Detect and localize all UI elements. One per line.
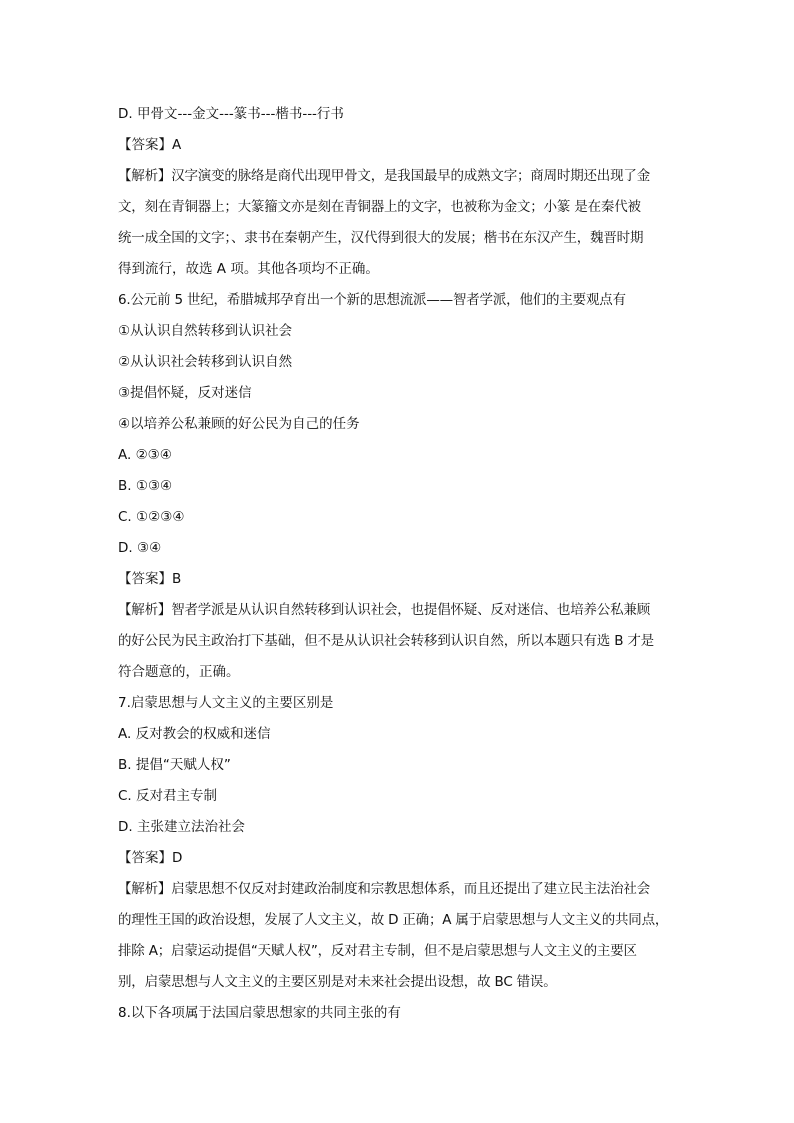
explanation-q6-line-2: 的好公民为民主政治打下基础，但不是从认识社会转移到认识自然，所以本题只有选 B 才是 (118, 633, 654, 649)
question-6-statement-4: ④以培养公私兼顾的好公民为自己的任务 (118, 416, 360, 432)
answer-q7: 【答案】D (118, 850, 183, 866)
question-8-stem: 8.以下各项属于法国启蒙思想家的共同主张的有 (118, 1005, 401, 1021)
question-6-option-a: A. ②③④ (118, 447, 172, 463)
question-7-stem: 7.启蒙思想与人文主义的主要区别是 (118, 695, 334, 711)
document-body (118, 99, 678, 1029)
answer-q5: 【答案】A (118, 137, 182, 153)
explanation-q7-line-1: 【解析】启蒙思想不仅反对封建政治制度和宗教思想体系，而且还提出了建立民主法治社会 (118, 881, 650, 897)
question-6-statement-3: ③提倡怀疑，反对迷信 (118, 385, 252, 401)
explanation-q7-line-2: 的理性王国的政治设想，发展了人文主义，故 D 正确；A 属于启蒙思想与人文主义的共同点， (118, 912, 669, 928)
question-7-option-a: A. 反对教会的权威和迷信 (118, 726, 271, 742)
explanation-q6-line-3: 符合题意的，正确。 (118, 664, 240, 680)
question-7-option-c: C. 反对君主专制 (118, 788, 218, 804)
question-6-option-c: C. ①②③④ (118, 509, 185, 525)
explanation-q5-line-1: 【解析】汉字演变的脉络是商代出现甲骨文，是我国最早的成熟文字；商周时期还出现了金 (118, 168, 650, 184)
explanation-q5-line-2: 文，刻在青铜器上；大篆籀文亦是刻在青铜器上的文字，也被称为金文；小篆 是在秦代被 (118, 199, 641, 215)
option-d-q5: D. 甲骨文---金文---篆书---楷书---行书 (118, 106, 344, 122)
question-7-option-d: D. 主张建立法治社会 (118, 819, 245, 835)
question-7-option-b: B. 提倡“天赋人权” (118, 757, 231, 773)
question-6-option-d: D. ③④ (118, 540, 162, 556)
question-6-stem: 6.公元前 5 世纪，希腊城邦孕育出一个新的思想流派——智者学派，他们的主要观点有 (118, 292, 626, 308)
question-6-option-b: B. ①③④ (118, 478, 173, 494)
answer-q6: 【答案】B (118, 571, 182, 587)
explanation-q5-line-3: 统一成全国的文字；、隶书在秦朝产生，汉代得到很大的发展；楷书在东汉产生，魏晋时期 (118, 230, 644, 246)
explanation-q5-line-4: 得到流行，故选 A 项。其他各项均不正确。 (118, 261, 379, 277)
explanation-q7-line-4: 别，启蒙思想与人文主义的主要区别是对未来社会提出设想，故 BC 错误。 (118, 974, 557, 990)
explanation-q6-line-1: 【解析】智者学派是从认识自然转移到认识社会，也提倡怀疑、反对迷信、也培养公私兼顾 (118, 602, 650, 618)
explanation-q7-line-3: 排除 A；启蒙运动提倡“天赋人权”，反对君主专制，但不是启蒙思想与人文主义的主要区 (118, 943, 637, 959)
question-6-statement-1: ①从认识自然转移到认识社会 (118, 323, 293, 339)
question-6-statement-2: ②从认识社会转移到认识自然 (118, 354, 293, 370)
